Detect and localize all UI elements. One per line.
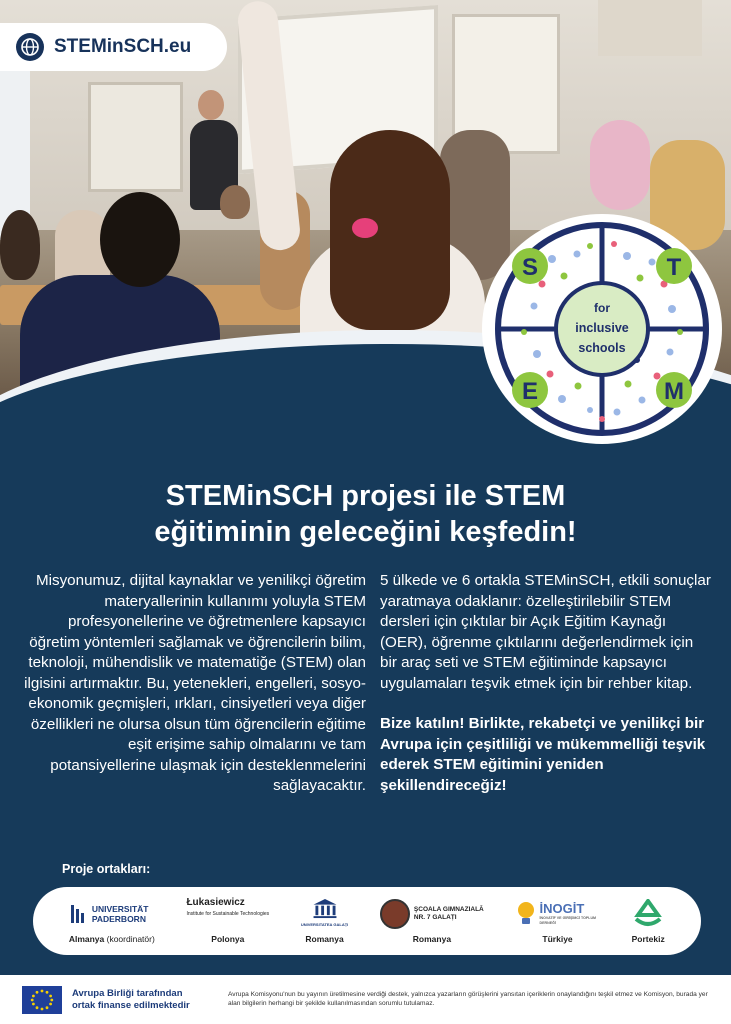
partner-country: Romanya — [305, 934, 344, 944]
university-building-icon — [312, 898, 338, 919]
badge-letter-e: E — [521, 378, 539, 405]
school-crest-icon — [380, 899, 410, 929]
paderborn-icon — [70, 903, 88, 925]
portugal-partner-logo — [631, 898, 665, 930]
paderborn-logo — [70, 898, 154, 930]
partner-portugal[interactable] — [631, 898, 665, 944]
partner-ugal[interactable] — [301, 898, 348, 944]
lukasiewicz-logo — [186, 898, 269, 930]
partner-school-7-galati[interactable] — [380, 898, 484, 944]
brand-name: STEMinSCH.eu — [54, 36, 192, 57]
lightbulb-icon — [516, 901, 536, 927]
eu-line-2: ortak finanse edilmektedir — [72, 999, 190, 1011]
mission-paragraph: Misyonumuz, dijital kaynaklar ve yenilikçi öğretim materyallerinin kullanımı yoluyla STEM profesyonellerine ve öğretmenlere kapsayıcı öğretim yöntemleri sağlamak ve öğrencilerin bilim, teknoloji, mühendislik ve matematiğe (STEM) olan ilgisini artırmaktır. Bu, yetenekleri, engelleri, sosyo-ekonomik geçmişleri, ırkları, cinsiyetleri veya diğer özellikleri ne olursa olsun tüm öğrencilerin eğitime eşit erişime sahip olmalarını ve tam potansiyellerine ulaşmak için desteklenmelerini sağlayacaktır. — [24, 572, 366, 794]
footer — [0, 975, 731, 1024]
eu-line-1: Avrupa Birliği tarafından — [72, 987, 183, 999]
ugal-logo — [301, 898, 348, 930]
globe-icon — [16, 33, 44, 61]
partners-title: Proje ortakları: — [62, 862, 151, 876]
lukasiewicz-logo-text: Łukasiewicz — [186, 897, 245, 908]
lukasiewicz-logo-sub: Institute for Sustainable Technologies — [186, 911, 270, 917]
inogit-logo-sub: İNOVATİF VE GİRİŞİMCİ TOPLUM DERNEĞİ — [539, 916, 597, 925]
results-paragraph: 5 ülkede ve 6 ortakla STEMinSCH, etkili sonuçlar yaratmaya odaklanır: özelleştirilebilir STEM dersleri için çıktılar bir Açık Eğitim Kaynağı (OER), öğrenme çıktılarını değerlendirmek için bir araç seti ve STEM eğitiminde kapsayıcı uygulamaları teşvik etmek için bir rehber kitap. — [380, 572, 711, 692]
headline-line-1: STEMinSCH projesi ile STEM — [165, 480, 566, 512]
badge-text-inclusive: inclusive — [575, 321, 629, 335]
eu-funding-label — [72, 988, 212, 1012]
brand-logo[interactable] — [0, 23, 227, 71]
badge-text-schools: schools — [578, 341, 626, 355]
ugal-logo-text: UNIVERSITATEA GALAȚI — [300, 922, 349, 927]
recycle-arrows-icon — [631, 899, 665, 929]
inogit-logo-text: İNOGİT — [539, 901, 585, 916]
partner-country: Polonya — [211, 934, 245, 944]
headline-line-2: eğitiminin geleceğini keşfedin! — [154, 516, 577, 548]
badge-letter-m: M — [664, 378, 684, 405]
school-logo — [380, 898, 484, 930]
partner-country: Romanya — [412, 934, 452, 944]
badge-letter-t: T — [666, 254, 682, 281]
disclaimer-text: Avrupa Komisyonu'nun bu yayının üretilmesine verdiği destek, yalnızca yazarların görüşlerini yansıtan içeriklerin onaylandığını teşkil etmez ve Komisyon, burada yer alan bilgilerin herhangi bir şekilde kullanılmasından sorumlu tutulamaz. — [228, 991, 708, 1007]
badge-letter-s: S — [521, 254, 539, 281]
results-column — [380, 571, 714, 796]
paderborn-logo-text: UNIVERSITÄT PADERBORN — [91, 904, 149, 924]
partner-lukasiewicz[interactable] — [186, 898, 269, 944]
school-logo-text: ŞCOALA GIMNAZIALĂ NR. 7 GALAȚI — [413, 906, 484, 921]
partner-paderborn[interactable] — [69, 898, 155, 944]
stem-badge — [482, 214, 722, 444]
partner-inogit[interactable] — [516, 898, 600, 944]
partner-note: (koordinatör) — [106, 934, 155, 944]
partner-country: Almanya — [68, 934, 105, 944]
badge-text-for: for — [594, 301, 610, 315]
partner-country: Türkiye — [542, 934, 573, 944]
call-to-action: Bize katılın! Birlikte, rekabetçi ve yenilikçi bir Avrupa için çeşitliliği ve mükemmelliği teşvik ederek STEM eğitimini yeniden şekillendireceğiz! — [380, 715, 706, 794]
page-title — [0, 478, 731, 550]
partners-bar — [33, 887, 701, 955]
partner-country: Portekiz — [631, 934, 665, 944]
inogit-logo — [516, 898, 600, 930]
eu-flag-icon — [22, 986, 62, 1014]
